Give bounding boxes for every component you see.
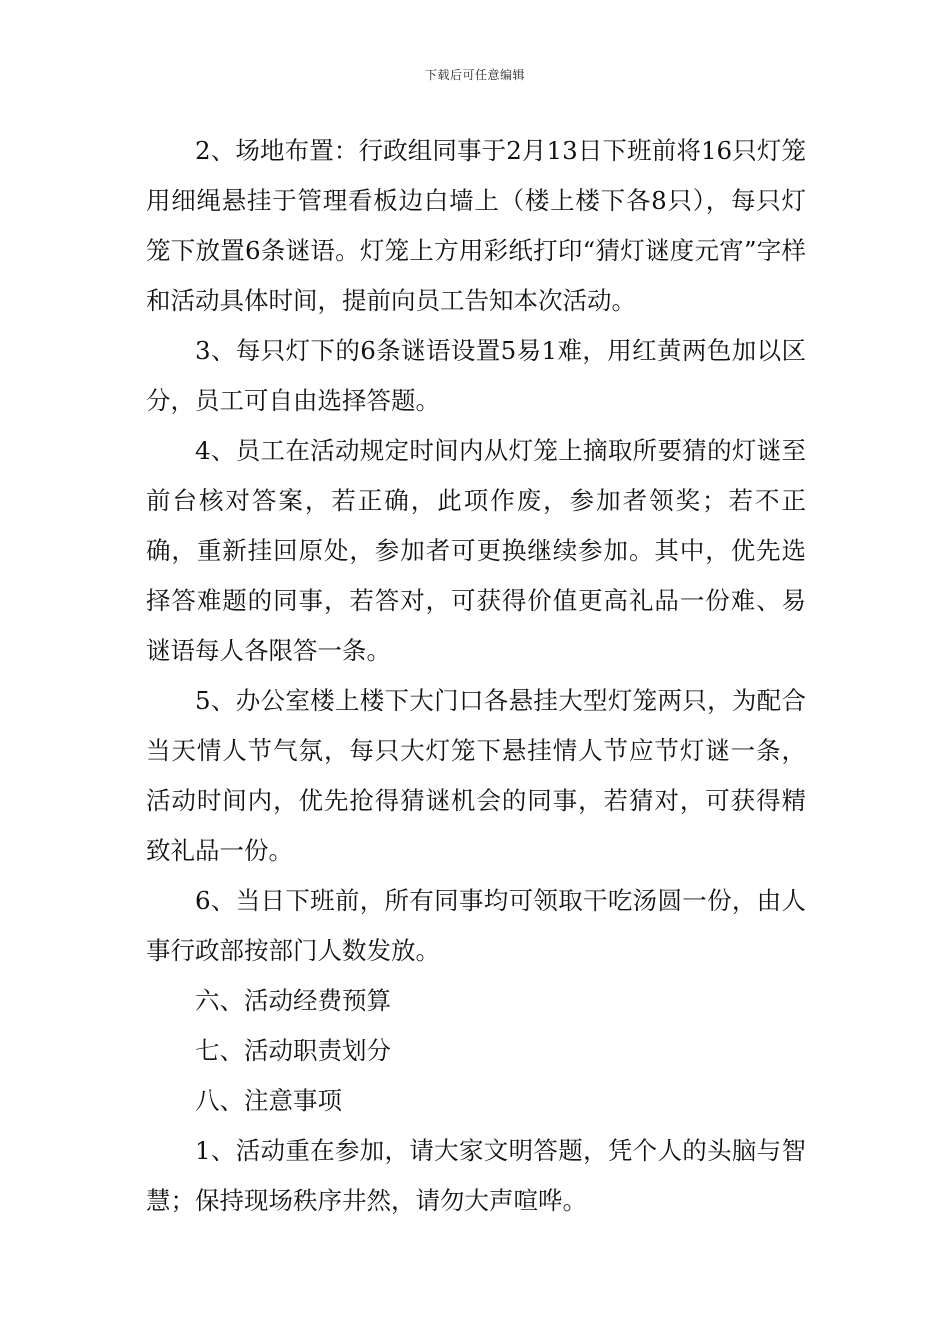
- heading-budget: 六、活动经费预算: [195, 986, 391, 1015]
- paragraph-large-lanterns: 5、办公室楼上楼下大门口各悬挂大型灯笼两只，为配合当天情人节气氛，每只大灯笼下悬挂情人节应节灯谜一条，活动时间内，优先抢得猜谜机会的同事，若猜对，可获得精致礼品一份。: [146, 686, 806, 865]
- heading-notes: 八、注意事项: [195, 1086, 342, 1115]
- page-header: 下载后可任意编辑: [424, 68, 525, 82]
- paragraph-tangyuan: 6、当日下班前，所有同事均可领取干吃汤圆一份，由人事行政部按部门人数发放。: [146, 886, 806, 965]
- heading-responsibilities: 七、活动职责划分: [195, 1036, 391, 1065]
- paragraph-riddle-setup: 3、每只灯下的6条谜语设置5易1难，用红黄两色加以区分，员工可自由选择答题。: [146, 336, 806, 415]
- paragraph-answer-rules: 4、员工在活动规定时间内从灯笼上摘取所要猜的灯谜至前台核对答案，若正确，此项作废，参加者领奖；若不正确，重新挂回原处，参加者可更换继续参加。其中，优先选择答难题的同事，若答对，可获得价值更高礼品一份难、易谜语每人各限答一条。: [146, 436, 806, 665]
- paragraph-note-1: 1、活动重在参加，请大家文明答题，凭个人的头脑与智慧；保持现场秩序井然，请勿大声喧哗。: [146, 1136, 806, 1215]
- paragraph-venue-setup: 2、场地布置：行政组同事于2月13日下班前将16只灯笼用细绳悬挂于管理看板边白墙上（楼上楼下各8只），每只灯笼下放置6条谜语。灯笼上方用彩纸打印“猜灯谜度元宵”字样和活动具体时间，提前向员工告知本次活动。: [146, 136, 806, 315]
- document-body: [146, 126, 806, 1226]
